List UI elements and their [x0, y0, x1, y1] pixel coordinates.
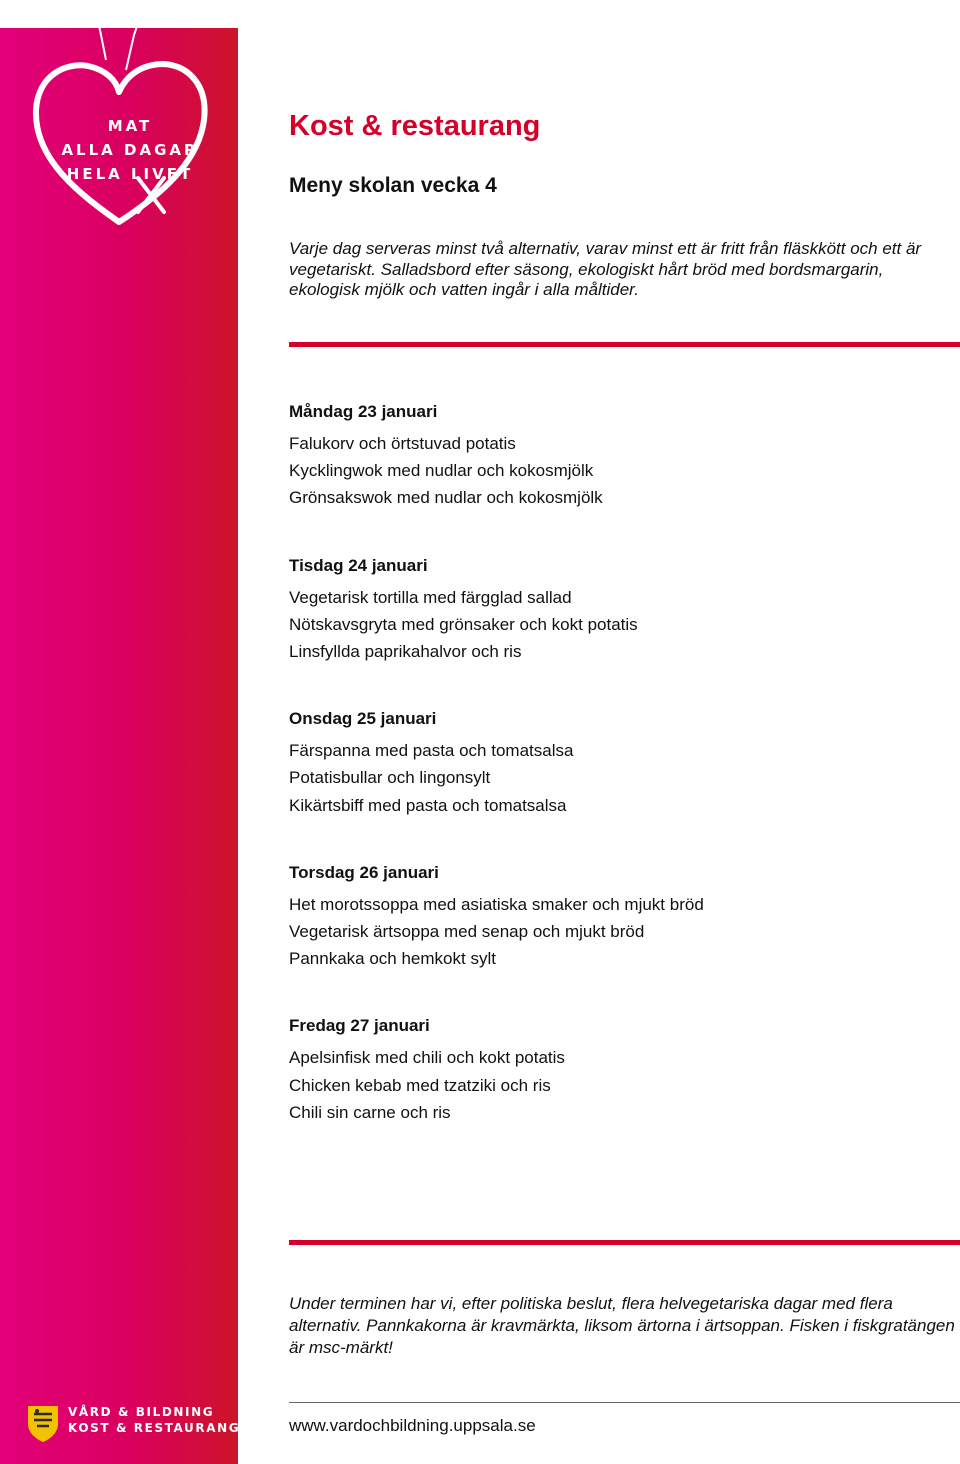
footer-note: Under terminen har vi, efter politiska beslut, flera helvegetariska dagar med flera alternativ. Pannkakorna är kravmärkta, liksom ärtorna i ärtsoppan. Fisken i fiskgratängen är msc-märkt!	[289, 1294, 955, 1357]
divider-bottom	[289, 1240, 960, 1245]
dish-item: Grönsakswok med nudlar och kokosmjölk	[289, 488, 603, 508]
day-name: Måndag 23 januari	[289, 402, 438, 421]
day-name: Fredag 27 januari	[289, 1016, 430, 1036]
page-title: Kost & restaurang	[289, 110, 541, 142]
divider-top	[289, 342, 960, 347]
dish-item: Chicken kebab med tzatziki och ris	[289, 1075, 551, 1095]
dish-item: Het morotssoppa med asiatiska smaker och mjukt bröd	[289, 894, 704, 914]
dish-item: Färspanna med pasta och tomatsalsa	[289, 741, 574, 761]
day-name: Torsdag 26 januari	[289, 862, 439, 882]
day-name: Tisdag 24 januari	[289, 555, 428, 575]
dish-item: Chili sin carne och ris	[289, 1102, 451, 1122]
intro-text: Varje dag serveras minst två alternativ, varav minst ett är fritt från fläskkött och ett är vegetariskt. Salladsbord efter säsong, ekologiskt hårt bröd med bordsmargarin, ekologisk mjölk och vatten ingår i alla måltider.	[289, 239, 922, 299]
dish-item: Linsfyllda paprikahalvor och ris	[289, 642, 522, 662]
dish-item: Falukorv och örtstuvad potatis	[289, 434, 516, 453]
org-name-line: VÅRD & BILDNING	[68, 1405, 215, 1419]
dish-item: Pannkaka och hemkokt sylt	[289, 949, 496, 969]
logo-line: ALLA DAGAR	[61, 141, 199, 159]
dish-item: Vegetarisk ärtsoppa med senap och mjukt bröd	[289, 922, 645, 942]
dish-item: Potatisbullar och lingonsylt	[289, 768, 491, 788]
dish-item: Vegetarisk tortilla med färgglad sallad	[289, 587, 572, 607]
dish-item: Kycklingwok med nudlar och kokosmjölk	[289, 461, 594, 481]
website-link[interactable]: www.vardochbildning.uppsala.se	[289, 1416, 536, 1435]
logo-line: MAT	[107, 117, 153, 135]
org-name-line: KOST & RESTAURANG	[68, 1421, 241, 1435]
day-block	[289, 1012, 949, 1126]
day-block	[289, 705, 949, 819]
dish-item: Kikärtsbiff med pasta och tomatsalsa	[289, 795, 567, 815]
day-block	[289, 552, 949, 666]
day-block	[289, 398, 949, 512]
day-name: Onsdag 25 januari	[289, 709, 437, 729]
dish-item: Nötskavsgryta med grönsaker och kokt potatis	[289, 614, 638, 634]
day-block	[289, 859, 949, 973]
page-subtitle: Meny skolan vecka 4	[289, 174, 497, 197]
org-name	[68, 1404, 240, 1436]
logo-line: HELA LIVET	[66, 165, 194, 183]
dish-item: Apelsinfisk med chili och kokt potatis	[289, 1048, 565, 1068]
menu-days	[289, 398, 949, 1166]
footer-divider	[289, 1402, 960, 1403]
